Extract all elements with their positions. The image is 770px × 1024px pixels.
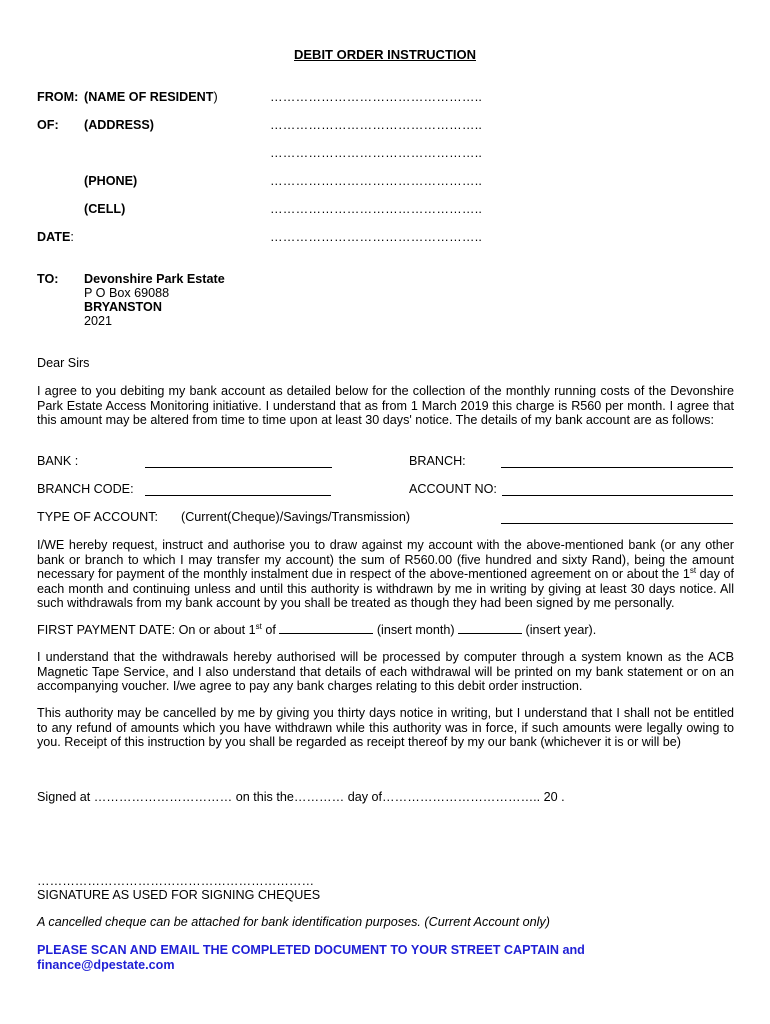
authorisation-paragraph: I/WE hereby request, instruct and authorise you to draw against my account with the above-mentioned bank (or any other bank or branch to which I may transfer my account) the sum of R560.00 (five hundred and sixty Rand), being the amount necessary for payment of the monthly instalment due in respect of the above-mentioned agreement on or about the 1st day of each month and continuing unless and until this authority is withdrawn by me in writing by giving at least 30 days notice. All such withdrawals from my bank account by you shall be treated as though they had been signed by me personally. [37, 538, 735, 611]
account-no-input-line[interactable] [502, 495, 733, 496]
cheque-note: A cancelled cheque can be attached for bank identification purposes. (Current Account only) [37, 915, 550, 929]
bank-input-line[interactable] [145, 467, 332, 468]
name-of-resident-label: (NAME OF RESIDENT) [84, 90, 218, 104]
from-label: FROM: [37, 90, 79, 104]
address-field-1[interactable]: ………………………………………….. [270, 118, 483, 132]
cell-label: (CELL) [84, 202, 126, 216]
month-input-line[interactable] [279, 622, 373, 634]
date-label: DATE: [37, 230, 74, 244]
to-label: TO: [37, 272, 59, 286]
year-input-line[interactable] [458, 622, 522, 634]
to-code: 2021 [84, 314, 113, 328]
type-of-account-input-line[interactable] [501, 523, 733, 524]
email-instruction: PLEASE SCAN AND EMAIL THE COMPLETED DOCUMENT TO YOUR STREET CAPTAIN and [37, 943, 585, 957]
processing-paragraph: I understand that the withdrawals hereby authorised will be processed by computer through a system known as the ACB Magnetic Tape Service, and I also understand that details of each withdrawal will be printed on my bank statement or on an accompanying voucher. I/we agree to pay any bank charges relating to this debit order instruction. [37, 650, 734, 694]
bank-label: BANK : [37, 454, 79, 468]
address-label: (ADDRESS) [84, 118, 154, 132]
first-payment-date: FIRST PAYMENT DATE: On or about 1st of (insert month) (insert year). [37, 621, 597, 637]
date-field[interactable]: ………………………………………….. [270, 230, 483, 244]
branch-code-label: BRANCH CODE: [37, 482, 134, 496]
name-field[interactable]: ………………………………………….. [270, 90, 483, 104]
branch-label: BRANCH: [409, 454, 466, 468]
cancellation-paragraph: This authority may be cancelled by me by giving you thirty days notice in writing, but I understand that I shall not be entitled to any refund of amounts which you have withdrawn while this authority was in force, if such amounts were legally owing to you. Receipt of this instruction by you shall be regarded as receipt thereof by my our bank (whichever it is or will be) [37, 706, 734, 750]
to-name: Devonshire Park Estate [84, 272, 225, 286]
type-of-account-options: (Current(Cheque)/Savings/Transmission) [181, 510, 411, 524]
to-town: BRYANSTON [84, 300, 162, 314]
branch-code-input-line[interactable] [145, 495, 331, 496]
account-no-label: ACCOUNT NO: [409, 482, 497, 496]
to-box: P O Box 69088 [84, 286, 170, 300]
of-label: OF: [37, 118, 59, 132]
type-of-account-label: TYPE OF ACCOUNT: [37, 510, 159, 524]
address-field-2[interactable]: ………………………………………….. [270, 146, 483, 160]
signature-label: SIGNATURE AS USED FOR SIGNING CHEQUES [37, 888, 321, 902]
agreement-paragraph: I agree to you debiting my bank account as detailed below for the collection of the monthly running costs of the Devonshire Park Estate Access Monitoring initiative. I understand that as from 1 March 2019 this charge is R560 per month. I agree that this amount may be altered from time to time upon at least 30 days' notice. The details of my bank account are as follows: [37, 384, 734, 428]
signature-field[interactable]: ………………………………………………………… [37, 874, 315, 888]
cell-field[interactable]: ………………………………………….. [270, 202, 483, 216]
finance-email-link[interactable]: finance@dpestate.com [37, 958, 175, 972]
signed-at-line[interactable]: Signed at …………………………… on this the………… day of……………………………….. 20 . [37, 790, 565, 804]
phone-field[interactable]: ………………………………………….. [270, 174, 483, 188]
branch-input-line[interactable] [501, 467, 733, 468]
page-title: DEBIT ORDER INSTRUCTION [294, 47, 476, 62]
phone-label: (PHONE) [84, 174, 138, 188]
salutation: Dear Sirs [37, 356, 90, 370]
